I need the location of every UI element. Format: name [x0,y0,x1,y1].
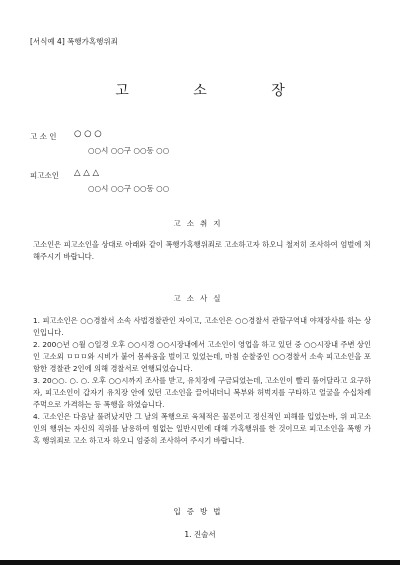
fact-item: 3. 20○○. ○. ○. 오후 ○○시까지 조사를 받고, 유치장에 구금되었는데, 고소인이 빨리 풀어달라고 요구하자, 피고소인이 갑자기 유치장 안에 있던 고소인을 끌어내더니 복부와 허벅지를 구타하고 얼굴을 수십차례 주먹으로 가격하는 등 폭행을 하였습니다. [33,376,371,409]
defendant-label: 피고소인 [30,171,59,180]
title-char: 고 [115,83,129,99]
evidence-title: 입증방법 [173,507,227,516]
purpose-text [33,239,371,263]
fact-item: 1. 피고소인은 ○○경찰서 소속 사법경찰관인 자이고, 고소인은 ○○경찰서 관할구역내 야채장사를 하는 상인입니다. [33,316,371,337]
fact-item: 4. 고소인은 다음날 풀려났지만 그 날의 폭행으로 육체적은 물론이고 정신적인 피해를 입었는바, 위 피고소인의 행위는 자신의 직위를 남용하여 힘없는 일반시민에 대해 가혹행위를 한 것이므로 피고소인을 폭행 가혹 행위죄로 고소 하고자 하오니 엄중히 조사하여 주시기 바랍니다. [33,412,371,445]
purpose-paragraph: 고소인은 피고소인을 상대로 아래와 같이 폭행가혹행위죄로 고소하고자 하오니 철저히 조사하여 엄벌에 처해주시기 바랍니다. [33,240,371,261]
defendant-name: △ △ △ [74,168,100,178]
bottom-border [0,560,400,565]
fact-item: 2. 200○년 ○월 ○일경 오후 ○○시경 ○○시장내에서 고소인이 영업을 하고 있던 중 ○○시장내 주변 상인인 고소외 ㅁㅁㅁ와 시비가 붙어 몸싸움을 벌이고 있었는데, 마침 순찰중인 ○○경찰서 소속 피고소인을 포함한 경찰관 2인에 의해 경찰서로 연행되었습니다. [33,340,371,373]
title-char: 소 [193,83,207,99]
title-char: 장 [271,83,285,99]
complainant-name: ○ ○ ○ [74,129,102,139]
facts-title: 고소사실 [173,294,227,303]
defendant-address: ○○시 ○○구 ○○동 ○○ [88,184,170,193]
form-label: [서식예 4] 폭행가혹행위죄 [30,37,118,46]
complainant-address: ○○시 ○○구 ○○동 ○○ [88,146,170,155]
complainant-label: 고 소 인 [30,132,57,141]
purpose-title: 고소취지 [173,219,227,228]
evidence-item: 1. 진술서 [184,530,216,539]
facts-list [33,315,371,447]
document-title [0,80,400,100]
